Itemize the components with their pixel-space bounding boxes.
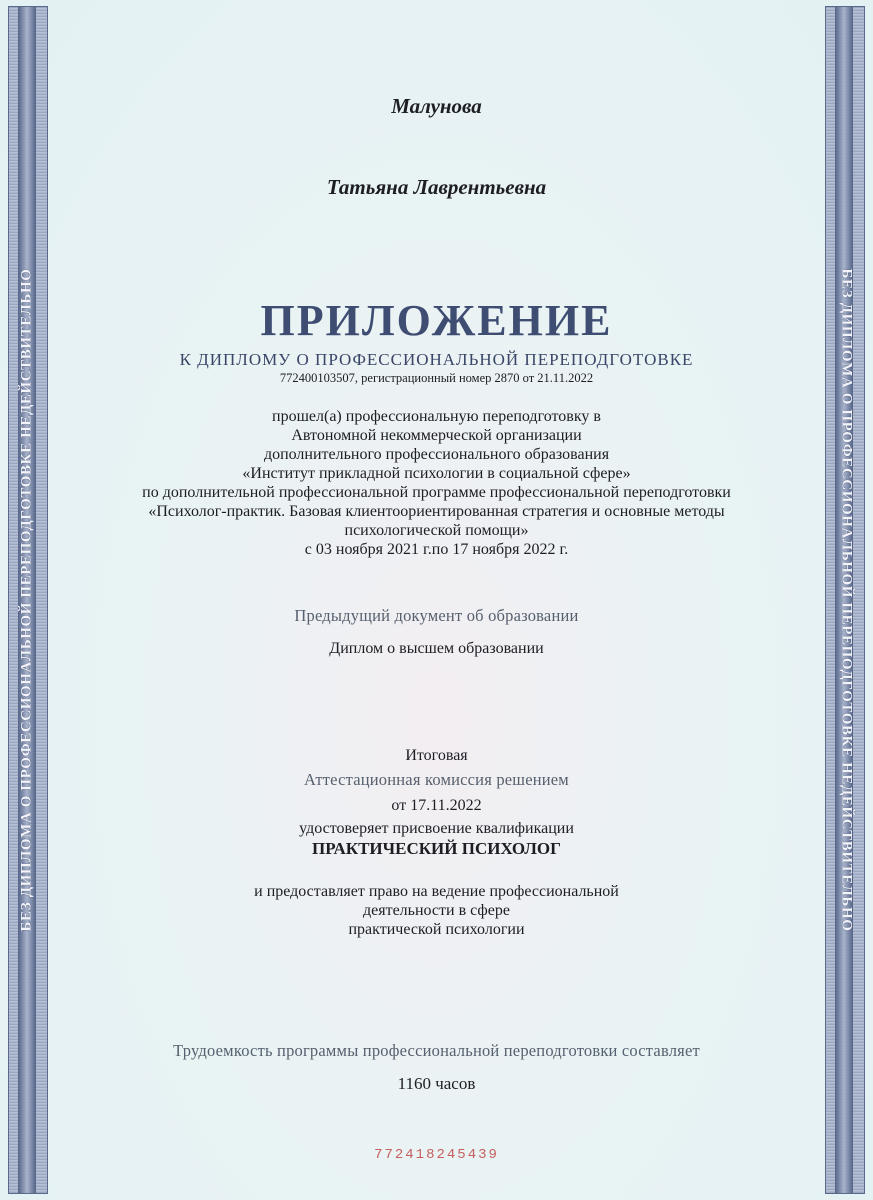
surname: Малунова bbox=[391, 94, 482, 118]
attestation-line2: Аттестационная комиссия решением bbox=[304, 770, 569, 789]
attestation-line1: Итоговая bbox=[405, 747, 468, 764]
rights-line: и предоставляет право на ведение профессиональной bbox=[254, 883, 619, 900]
left-border-text: БЕЗ ДИПЛОМА О ПРОФЕССИОНАЛЬНОЙ ПЕРЕПОДГОТОВКЕ НЕДЕЙСТВИТЕЛЬНО bbox=[18, 268, 35, 932]
body-line: по дополнительной профессиональной программе профессиональной переподготовки bbox=[142, 484, 731, 501]
registration-number: 772400103507, регистрационный номер 2870 от 21.11.2022 bbox=[279, 371, 594, 385]
body-line: прошел(а) профессиональную переподготовку в bbox=[272, 408, 601, 425]
body-line: «Институт прикладной психологии в социальной сфере» bbox=[242, 465, 631, 482]
serial-number: 772418245439 bbox=[374, 1147, 499, 1163]
rights-text bbox=[0, 882, 873, 939]
qualification: ПРАКТИЧЕСКИЙ ПСИХОЛОГ bbox=[312, 839, 561, 858]
document-subtitle: К ДИПЛОМУ О ПРОФЕССИОНАЛЬНОЙ ПЕРЕПОДГОТОВКЕ bbox=[179, 350, 694, 369]
hours-label: Трудоемкость программы профессиональной переподготовки составляет bbox=[173, 1041, 700, 1060]
rights-line: деятельности в сфере bbox=[362, 902, 510, 919]
given-names: Татьяна Лаврентьевна bbox=[326, 175, 547, 199]
attestation-date: от 17.11.2022 bbox=[391, 797, 482, 814]
body-line: «Психолог-практик. Базовая клиентоориентированная стратегия и основные методы bbox=[148, 503, 725, 520]
attestation-line4: удостоверяет присвоение квалификации bbox=[299, 820, 574, 837]
rights-line: практической психологии bbox=[348, 921, 525, 938]
body-line: Автономной некоммерческой организации bbox=[291, 427, 582, 444]
body-line: дополнительного профессионального образования bbox=[263, 446, 610, 463]
document-title: ПРИЛОЖЕНИЕ bbox=[260, 296, 613, 345]
previous-document-label: Предыдущий документ об образовании bbox=[294, 606, 579, 625]
hours-value: 1160 часов bbox=[397, 1074, 476, 1093]
previous-document-value: Диплом о высшем образовании bbox=[329, 640, 544, 657]
body-line: с 03 ноября 2021 г.по 17 ноября 2022 г. bbox=[304, 541, 569, 558]
program-description bbox=[0, 407, 873, 559]
body-line: психологической помощи» bbox=[344, 522, 529, 539]
right-border-text: БЕЗ ДИПЛОМА О ПРОФЕССИОНАЛЬНОЙ ПЕРЕПОДГОТОВКЕ НЕДЕЙСТВИТЕЛЬНО bbox=[838, 268, 855, 932]
